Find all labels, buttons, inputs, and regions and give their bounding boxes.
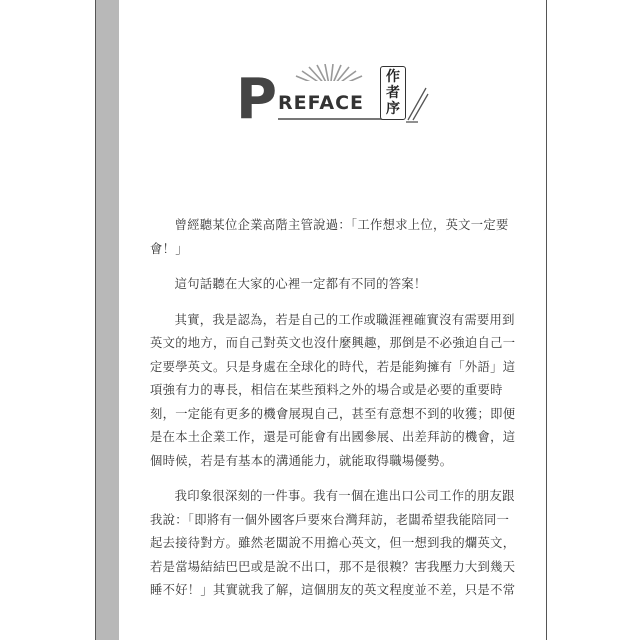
- page-spine-bar: [96, 0, 119, 640]
- preface-logo: [236, 62, 436, 134]
- preface-body: [150, 214, 516, 615]
- book-page: [95, 0, 547, 640]
- paragraph-3: 其實，我是認為，若是自己的工作或職涯裡確實沒有需要用到英文的地方，而自己對英文也沒什麼興趣，那倒是不必強迫自己一定要學英文。只是身處在全球化的時代，若是能夠擁有「外語」這項強有力的專長，相信在某些預料之外的場合或是必要的重要時刻，一定能有更多的機會展現自己，甚至有意想不到的收獲；即便是在本土企業工作，還是可能會有出國參展、出差拜訪的機會，這個時候，若是有基本的溝通能力，就能取得職場優勢。: [150, 312, 516, 468]
- pen-icon: [404, 84, 430, 124]
- author-preface-tag: 作者序: [380, 66, 406, 120]
- logo-title: REFACE: [278, 92, 365, 114]
- sunburst-icon: [282, 64, 378, 92]
- logo-big-letter: P: [236, 67, 278, 132]
- paragraph-2: 這句話聽在大家的心裡一定都有不同的答案！: [174, 277, 427, 291]
- logo-underline: [278, 118, 396, 120]
- paragraph-4: 我印象很深刻的一件事。我有一個在進出口公司工作的朋友跟我說：「即將有一個外國客戶要來台灣拜訪，老闆希望我能陪同一起去接待對方。雖然老闆說不用擔心英文，但一想到我的爛英文，若是當場結結巴巴或是說不出口，那不是很糗？害我壓力大到幾天睡不好！」其實就我了解，這個朋友的英文程度並不差，只是不常: [150, 489, 516, 597]
- paragraph-1: 曾經聽某位企業高階主管說過：「工作想求上位，英文一定要會！」: [150, 218, 509, 256]
